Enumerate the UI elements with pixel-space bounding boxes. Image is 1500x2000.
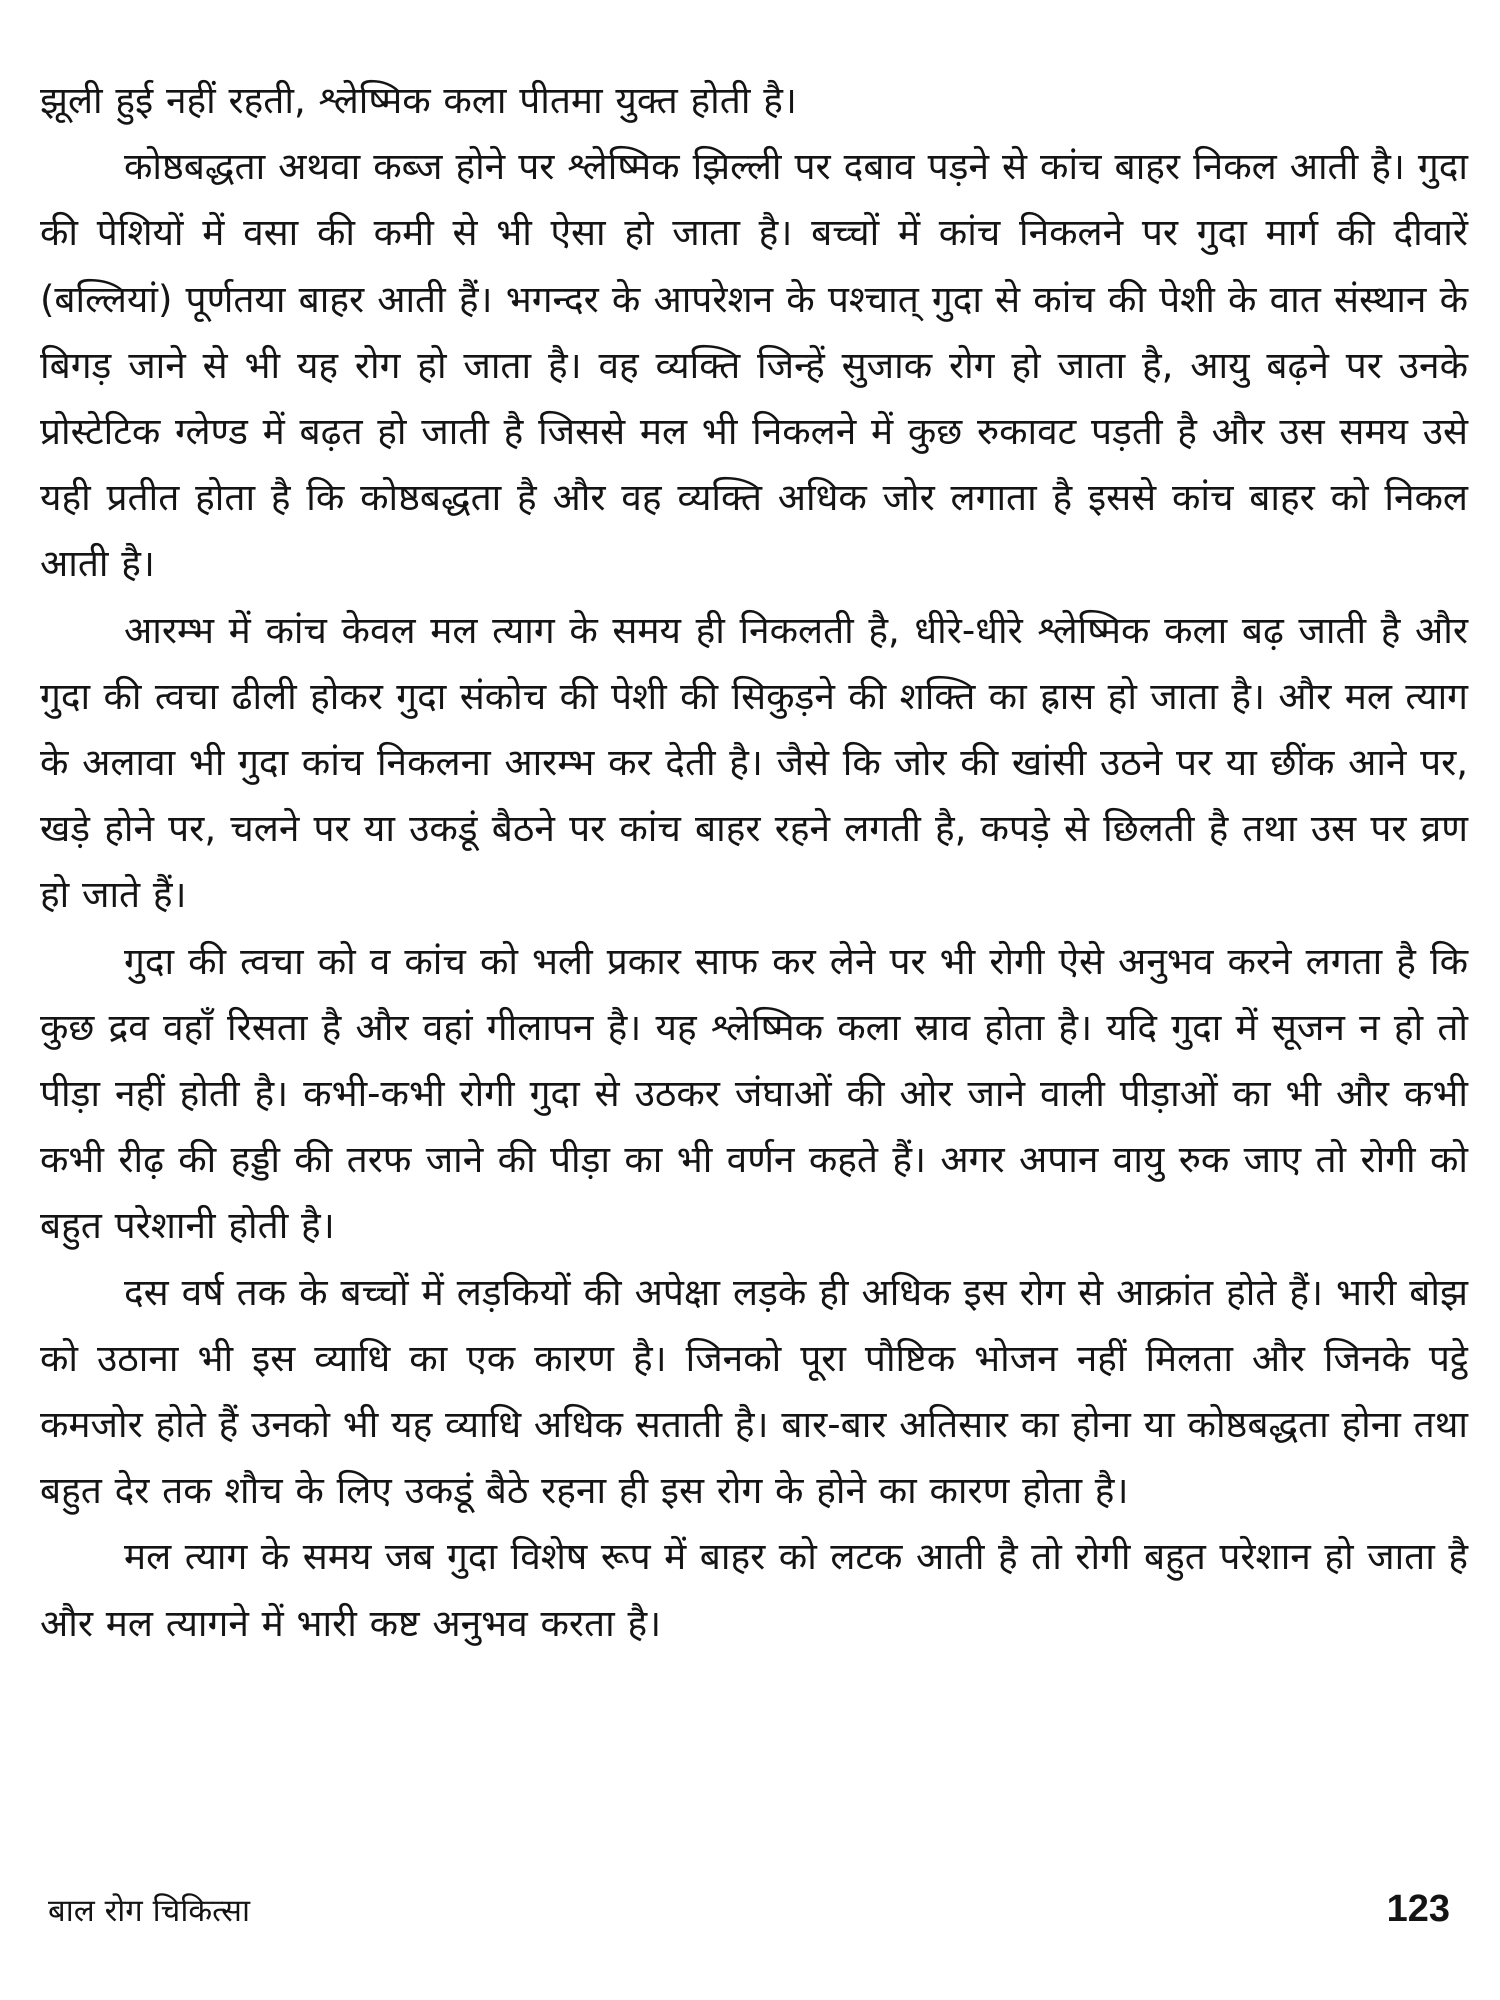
paragraph-symptoms: गुदा की त्वचा को व कांच को भली प्रकार साफ कर लेने पर भी रोगी ऐसे अनुभव करने लगता है कि कुछ द्रव वहाँ रिसता है और वहां गीलापन है। यह श्लेष्मिक कला स्राव होता है। यदि गुदा में सूजन न हो तो पीड़ा नहीं होती है। कभी-कभी रोगी गुदा से उठकर जंघाओं की ओर जाने वाली पीड़ाओं का भी और कभी कभी रीढ़ की हड्डी की तरफ जाने की पीड़ा का भी वर्णन कहते हैं। अगर अपान वायु रुक जाए तो रोगी को बहुत परेशानी होती है। [40,939,1468,1248]
page-number: 123 [1386,1888,1450,1930]
book-title: बाल रोग चिकित्सा [48,1893,251,1929]
paragraph-defecation-distress: मल त्याग के समय जब गुदा विशेष रूप में बाहर को लटक आती है तो रोगी बहुत परेशान हो जाता है और मल त्यागने में भारी कष्ट अनुभव करता है। [40,1535,1468,1645]
paragraph-constipation-cause: कोष्ठबद्धता अथवा कब्ज होने पर श्लेष्मिक झिल्ली पर दबाव पड़ने से कांच बाहर निकल आती है। गुदा की पेशियों में वसा की कमी से भी ऐसा हो जाता है। बच्चों में कांच निकलने पर गुदा मार्ग की दीवारें (बल्लियां) पूर्णतया बाहर आती हैं। भगन्दर के आपरेशन के पश्चात् गुदा से कांच की पेशी के वात संस्थान के बिगड़ जाने से भी यह रोग हो जाता है। वह व्यक्ति जिन्हें सुजाक रोग हो जाता है, आयु बढ़ने पर उनके प्रोस्टेटिक ग्लेण्ड में बढ़त हो जाती है जिससे मल भी निकलने में कुछ रुकावट पड़ती है और उस समय उसे यही प्रतीत होता है कि कोष्ठबद्धता है और वह व्यक्ति अधिक जोर लगाता है इससे कांच बाहर को निकल आती है। [40,145,1468,586]
paragraph-children-causes: दस वर्ष तक के बच्चों में लड़कियों की अपेक्षा लड़के ही अधिक इस रोग से आक्रांत होते हैं। भारी बोझ को उठाना भी इस व्याधि का एक कारण है। जिनको पूरा पौष्टिक भोजन नहीं मिलता और जिनके पट्ठे कमजोर होते हैं उनको भी यह व्याधि अधिक सताती है। बार-बार अतिसार का होना या कोष्ठबद्धता होना तथा बहुत देर तक शौच के लिए उकडूं बैठे रहना ही इस रोग के होने का कारण होता है। [40,1270,1468,1513]
page-footer [48,1888,1450,1931]
paragraph-continuation: झूली हुई नहीं रहती, श्लेष्मिक कला पीतमा युक्त होती है। [40,79,797,122]
body-text [40,68,1468,1657]
paragraph-progression: आरम्भ में कांच केवल मल त्याग के समय ही निकलती है, धीरे-धीरे श्लेष्मिक कला बढ़ जाती है और गुदा की त्वचा ढीली होकर गुदा संकोच की पेशी की सिकुड़ने की शक्ति का ह्रास हो जाता है। और मल त्याग के अलावा भी गुदा कांच निकलना आरम्भ कर देती है। जैसे कि जोर की खांसी उठने पर या छींक आने पर, खड़े होने पर, चलने पर या उकडूं बैठने पर कांच बाहर रहने लगती है, कपड़े से छिलती है तथा उस पर व्रण हो जाते हैं। [40,608,1468,917]
